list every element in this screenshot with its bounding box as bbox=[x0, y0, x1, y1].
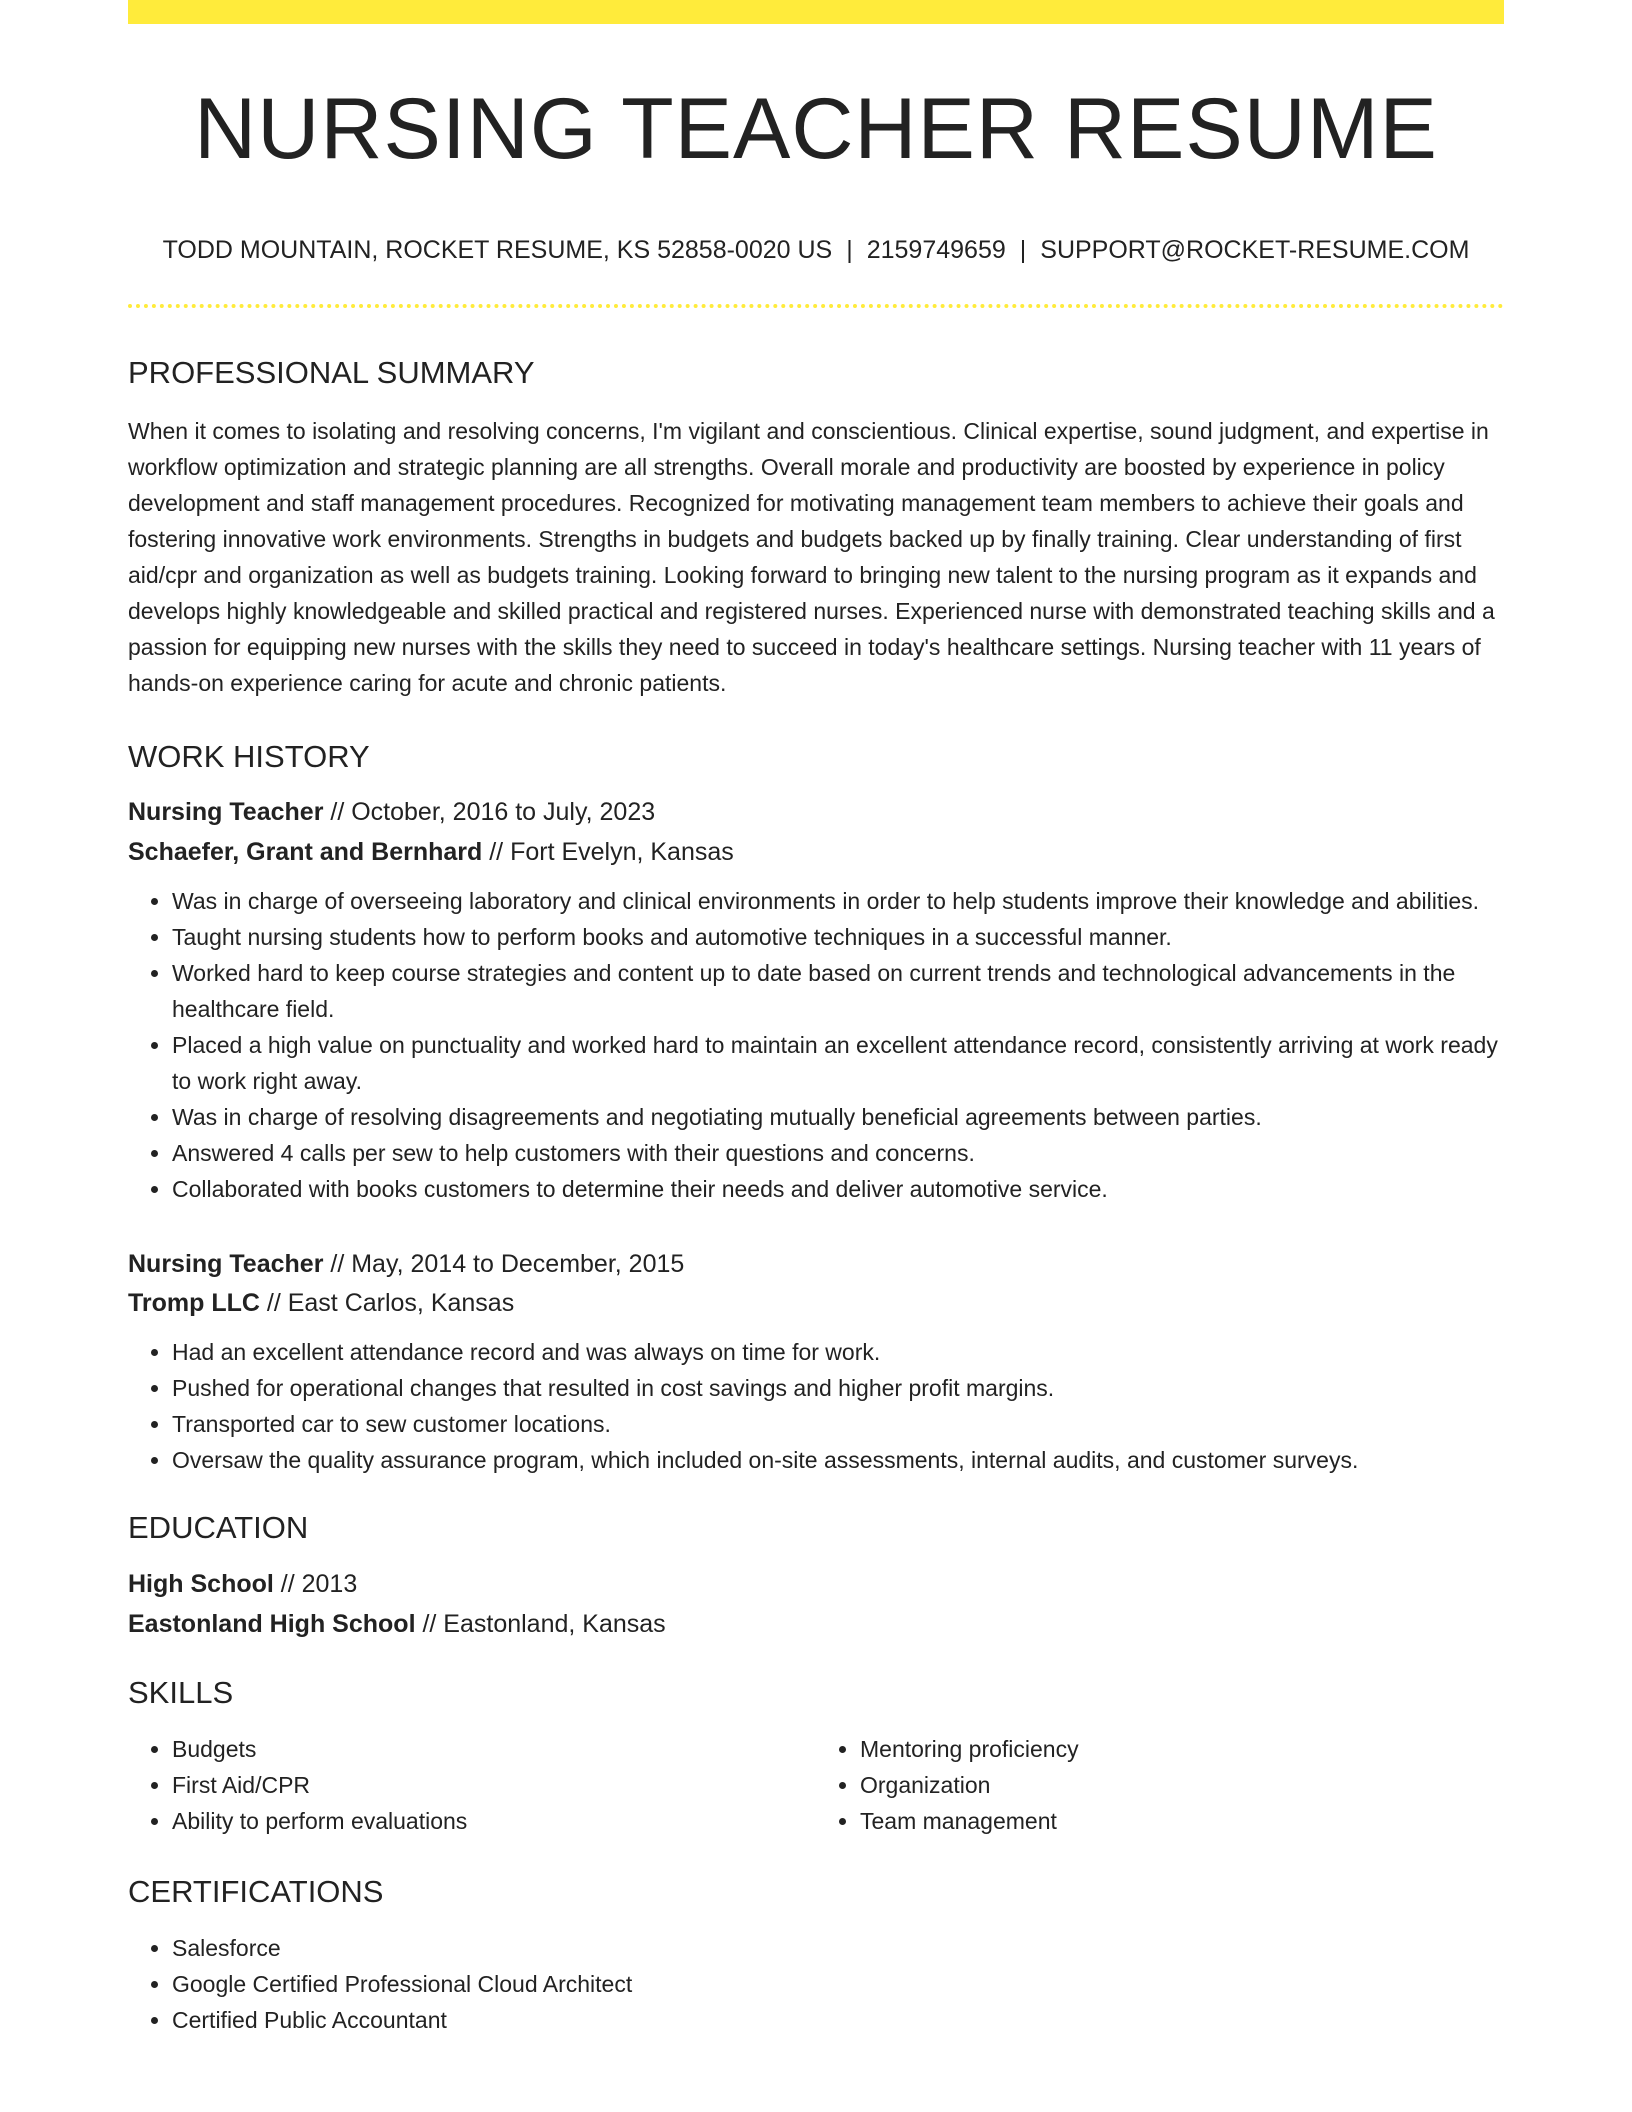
list-item: • Certified Public Accountant bbox=[172, 2002, 1504, 2038]
list-item: • Worked hard to keep course strategies and content up to date based on current trends and technological advancements in the healthcare field. bbox=[172, 955, 1504, 1027]
certifications-list bbox=[128, 1930, 1504, 2038]
job-location: // East Carlos, Kansas bbox=[259, 1289, 515, 1317]
education-location: // Eastonland, Kansas bbox=[415, 1610, 666, 1638]
education-heading: EDUCATION bbox=[128, 1510, 309, 1545]
education-school-line bbox=[128, 1612, 1504, 1637]
dotted-divider bbox=[128, 304, 1504, 308]
job-entry bbox=[128, 800, 1504, 1207]
certifications-heading: CERTIFICATIONS bbox=[128, 1874, 384, 1909]
job-title: Nursing Teacher bbox=[128, 798, 324, 826]
contact-separator: | bbox=[846, 236, 853, 264]
list-item: • Collaborated with books customers to determine their needs and deliver automotive service. bbox=[172, 1171, 1504, 1207]
list-item: • Team management bbox=[860, 1803, 1504, 1839]
list-item: • Was in charge of overseeing laboratory and clinical environments in order to help students improve their knowledge and abilities. bbox=[172, 883, 1504, 919]
summary-heading: PROFESSIONAL SUMMARY bbox=[128, 355, 535, 390]
education-school: Eastonland High School bbox=[128, 1610, 416, 1638]
list-item: • Had an excellent attendance record and was always on time for work. bbox=[172, 1334, 1504, 1370]
contact-line bbox=[128, 238, 1504, 263]
job-title-line bbox=[128, 1252, 1504, 1277]
list-item: • Budgets bbox=[172, 1731, 816, 1767]
summary-text: When it comes to isolating and resolving concerns, I'm vigilant and conscientious. Clinical expertise, sound judgment, and expertise in workflow optimization and strategic planning are all strengths. Overall morale and productivity are boosted by experience in policy development and staff management procedures. Recognized for motivating management team members to achieve their goals and fostering innovative work environments. Strengths in budgets and budgets backed up by finally training. Clear understanding of first aid/cpr and organization as well as budgets training. Looking forward to bringing new talent to the nursing program as it expands and develops highly knowledgeable and skilled practical and registered nurses. Experienced nurse with demonstrated teaching skills and a passion for equipping new nurses with the skills they need to succeed in today's healthcare settings. Nursing teacher with 11 years of hands-on experience caring for acute and chronic patients. bbox=[128, 418, 1495, 696]
accent-top-bar bbox=[128, 0, 1504, 24]
job-company: Schaefer, Grant and Bernhard bbox=[128, 838, 483, 866]
job-dates: // May, 2014 to December, 2015 bbox=[323, 1250, 685, 1278]
list-item: • Ability to perform evaluations bbox=[172, 1803, 816, 1839]
job-location: // Fort Evelyn, Kansas bbox=[482, 838, 734, 866]
job-title: Nursing Teacher bbox=[128, 1250, 324, 1278]
job-company-line bbox=[128, 1291, 1504, 1316]
job-company: Tromp LLC bbox=[128, 1289, 260, 1317]
skills-column-left bbox=[128, 1731, 816, 1839]
list-item: • First Aid/CPR bbox=[172, 1767, 816, 1803]
list-item: • Google Certified Professional Cloud Architect bbox=[172, 1966, 1504, 2002]
contact-separator: | bbox=[1019, 236, 1027, 264]
education-degree: High School bbox=[128, 1570, 274, 1598]
list-item: • Placed a high value on punctuality and worked hard to maintain an excellent attendance record, consistently arriving at work ready to work right away. bbox=[172, 1027, 1504, 1099]
job-dates: // October, 2016 to July, 2023 bbox=[323, 798, 656, 826]
skills-heading: SKILLS bbox=[128, 1675, 234, 1710]
list-item: • Organization bbox=[860, 1767, 1504, 1803]
list-item: • Transported car to sew customer locations. bbox=[172, 1406, 1504, 1442]
job-entry bbox=[128, 1252, 1504, 1478]
education-degree-line bbox=[128, 1572, 1504, 1597]
list-item: • Mentoring proficiency bbox=[860, 1731, 1504, 1767]
list-item: • Answered 4 calls per sew to help customers with their questions and concerns. bbox=[172, 1135, 1504, 1171]
contact-email: SUPPORT@ROCKET-RESUME.COM bbox=[1040, 236, 1470, 264]
resume-title: NURSING TEACHER RESUME bbox=[194, 81, 1438, 177]
job-bullets bbox=[128, 883, 1504, 1207]
list-item: • Pushed for operational changes that resulted in cost savings and higher profit margins. bbox=[172, 1370, 1504, 1406]
contact-phone: 2159749659 bbox=[866, 236, 1006, 264]
skills-column-right bbox=[816, 1731, 1504, 1839]
contact-address: TODD MOUNTAIN, ROCKET RESUME, KS 52858-0020 US bbox=[162, 236, 833, 264]
list-item: • Salesforce bbox=[172, 1930, 1504, 1966]
job-company-line bbox=[128, 840, 1504, 865]
list-item: • Oversaw the quality assurance program, which included on-site assessments, internal audits, and customer surveys. bbox=[172, 1442, 1504, 1478]
job-bullets bbox=[128, 1334, 1504, 1478]
list-item: • Was in charge of resolving disagreements and negotiating mutually beneficial agreements between parties. bbox=[172, 1099, 1504, 1135]
work-history-heading: WORK HISTORY bbox=[128, 739, 370, 774]
job-title-line bbox=[128, 800, 1504, 825]
skills-list bbox=[128, 1731, 1504, 1839]
education-year: // 2013 bbox=[273, 1570, 358, 1598]
resume-page bbox=[128, 0, 1504, 2038]
list-item: • Taught nursing students how to perform books and automotive techniques in a successful manner. bbox=[172, 919, 1504, 955]
